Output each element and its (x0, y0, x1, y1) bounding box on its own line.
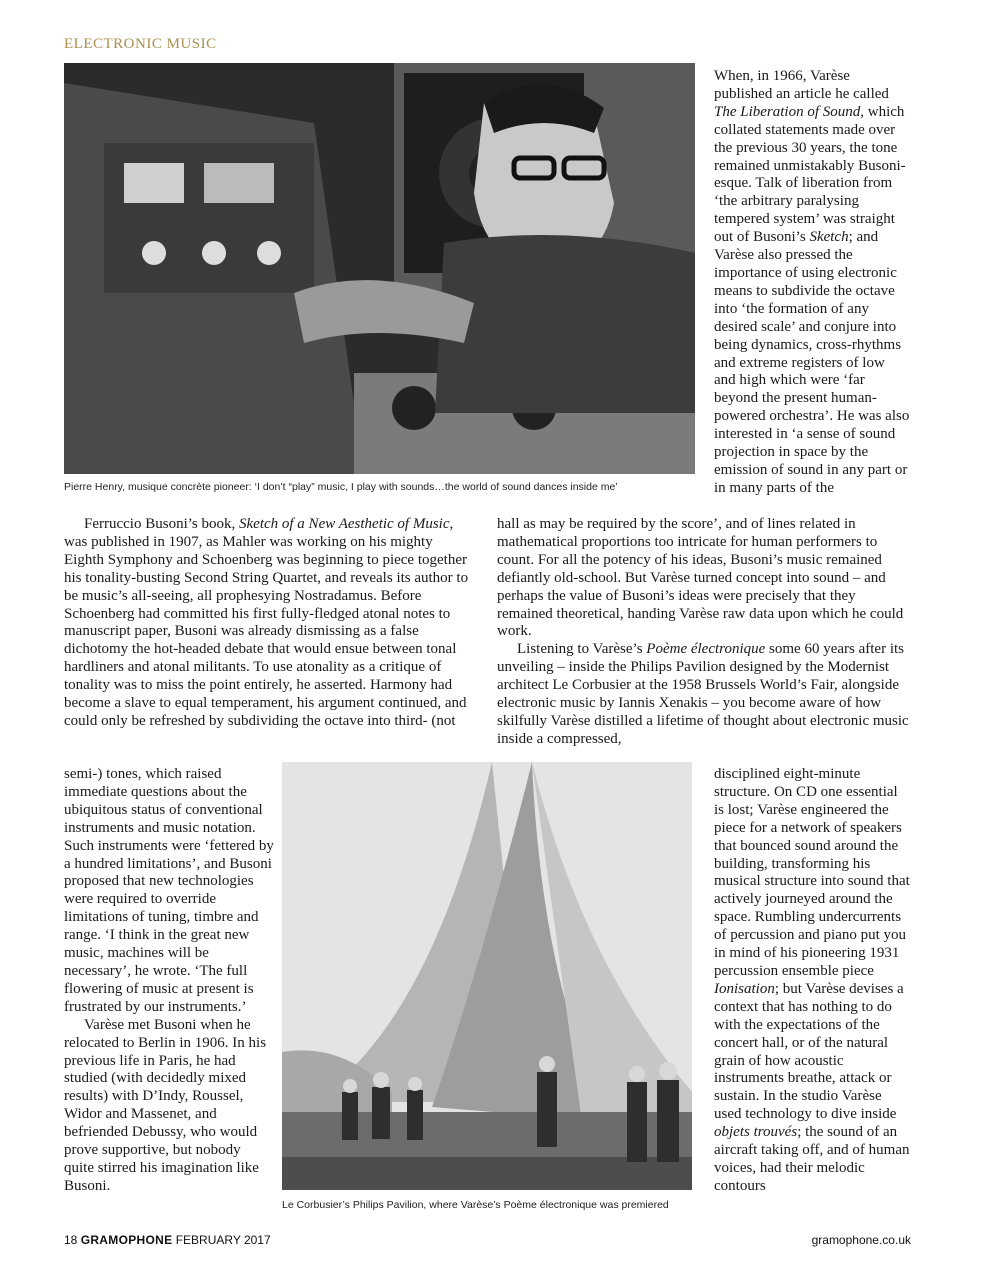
column-middle-top (497, 516, 909, 749)
pierre-henry-photo (64, 63, 695, 474)
paragraph: Varèse met Busoni when he relocated to Berlin in 1906. In his previous life in Paris, he had studied (with decidedly mixed results) with D’Indy, Roussel, Widor and Massenet, and befriended Debussy, who would prove supportive, but nobody quite stirred his imagination like Busoni. (64, 1016, 267, 1194)
column-right-top (714, 68, 910, 498)
title-ionisation: Ionisation (714, 980, 775, 997)
section-label: ELECTRONIC MUSIC (64, 36, 217, 52)
column-right-bottom (714, 766, 910, 1196)
text-run: , was published in 1907, as Mahler was working on his mighty Eighth Symphony and Schoenberg was beginning to piece together his tonality-busting Second String Quartet, and reveals its author to be music’s all-seeing, all prophesying Nostradamus. Before Schoenberg had committed his first fully-fledged atonal notes to manuscript paper, Busoni was already dismissing as a false dichotomy the hot-headed debate that would ensue between tonal hardliners and atonal militants. To use atonality as a critique of tonality was to miss the point entirely, he asserted. Harmony had become a slave to equal temperament, his argument continued, and could only be refreshed by subdividing the octave into third- (not (64, 516, 469, 729)
paragraph (497, 641, 909, 748)
text-run: ; and Varèse also pressed the importance of using electronic means to subdivide the octave into ‘the formation of any desired scale’ and conjure into being dynamics, cross-rhythms and extreme registers of low and high which were ‘far beyond the present human-powered orchestra’. He was also interested in ‘a sense of sound projection in space by the emission of sound in any part or in many parts of the (714, 229, 910, 496)
title-poeme-electronique: Poème électronique (646, 641, 766, 658)
philips-pavilion-photo (282, 762, 692, 1190)
text-run: disciplined eight-minute structure. On CD one essential is lost; Varèse engineered the piece for a network of speakers that bounced sound around the building, transforming his musical structure into sound that actively journeyed around the space. Rumbling undercurrents of percussion and piano put you in mind of his pioneering 1931 percussion ensemble piece (714, 766, 910, 979)
text-run: , which collated statements made over the previous 30 years, the tone remained unmistakably Busoni-esque. Talk of liberation from ‘the arbitrary paralysing tempered system’ was straight out of Busoni’s (714, 103, 906, 246)
term-objets-trouves: objets trouvés (714, 1124, 798, 1141)
philips-pavilion-illustration (282, 762, 692, 1190)
pierre-henry-illustration (64, 63, 695, 474)
page-number: 18 (64, 1233, 78, 1247)
title-sketch-new-aesthetic: Sketch of a New Aesthetic of Music (239, 516, 450, 532)
paragraph (64, 516, 474, 731)
text-run: ; the sound of an aircraft taking off, and of human voices, had their melodic contours (714, 1124, 910, 1194)
title-sketch: Sketch (809, 229, 849, 246)
text-run: Listening to Varèse’s (517, 641, 647, 658)
title-liberation-of-sound: The Liberation of Sound (714, 103, 861, 120)
magazine-brand: GRAMOPHONE (80, 1233, 173, 1247)
page-footer-left (64, 1233, 271, 1247)
paragraph (714, 766, 910, 1196)
paragraph: hall as may be required by the score’, and of lines related in mathematical proportions too intricate for human performers to count. For all the potency of his ideas, Busoni’s music remained defiantly old-school. But Varèse turned concept into sound – and perhaps the value of Busoni’s ideas were precisely that they remained theoretical, handing Varèse raw data upon which he could work. (497, 516, 904, 640)
pierre-henry-caption: Pierre Henry, musique concrète pioneer: ‘I don’t “play” music, I play with sounds…the world of sound dances inside me’ (64, 481, 618, 493)
paragraph (714, 68, 910, 498)
column-left-narrow (64, 766, 274, 1196)
website-url: gramophone.co.uk (811, 1233, 911, 1247)
issue-date: FEBRUARY 2017 (175, 1233, 271, 1247)
paragraph: semi-) tones, which raised immediate questions about the ubiquitous status of conventional instruments and music notation. Such instruments were ‘fettered by a hundred limitations’, and Busoni proposed that new technologies were required to override limitations of tuning, timbre and range. ‘I think in the great new music, machines will be necessary’, he wrote. ‘The full flowering of music at present is frustrated by our instruments.’ (64, 766, 274, 1015)
text-run: When, in 1966, Varèse published an article he called (714, 68, 889, 102)
text-run: some 60 years after its unveiling – inside the Philips Pavilion designed by the Modernist architect Le Corbusier at the 1958 Brussels World’s Fair, alongside electronic music by Iannis Xenakis – you become aware of how skilfully Varèse distilled a lifetime of thought about electronic music inside a compressed, (497, 641, 909, 747)
text-run: ; but Varèse devises a context that has nothing to do with the expectations of the concert hall, or of the natural grain of how acoustic instruments breathe, attack or sustain. In the studio Varèse used technology to dive inside (714, 980, 904, 1123)
column-left-top (64, 516, 474, 731)
text-run: Ferruccio Busoni’s book, (84, 516, 239, 532)
philips-pavilion-caption: Le Corbusier’s Philips Pavilion, where Varèse’s Poème électronique was premiered (282, 1199, 669, 1211)
